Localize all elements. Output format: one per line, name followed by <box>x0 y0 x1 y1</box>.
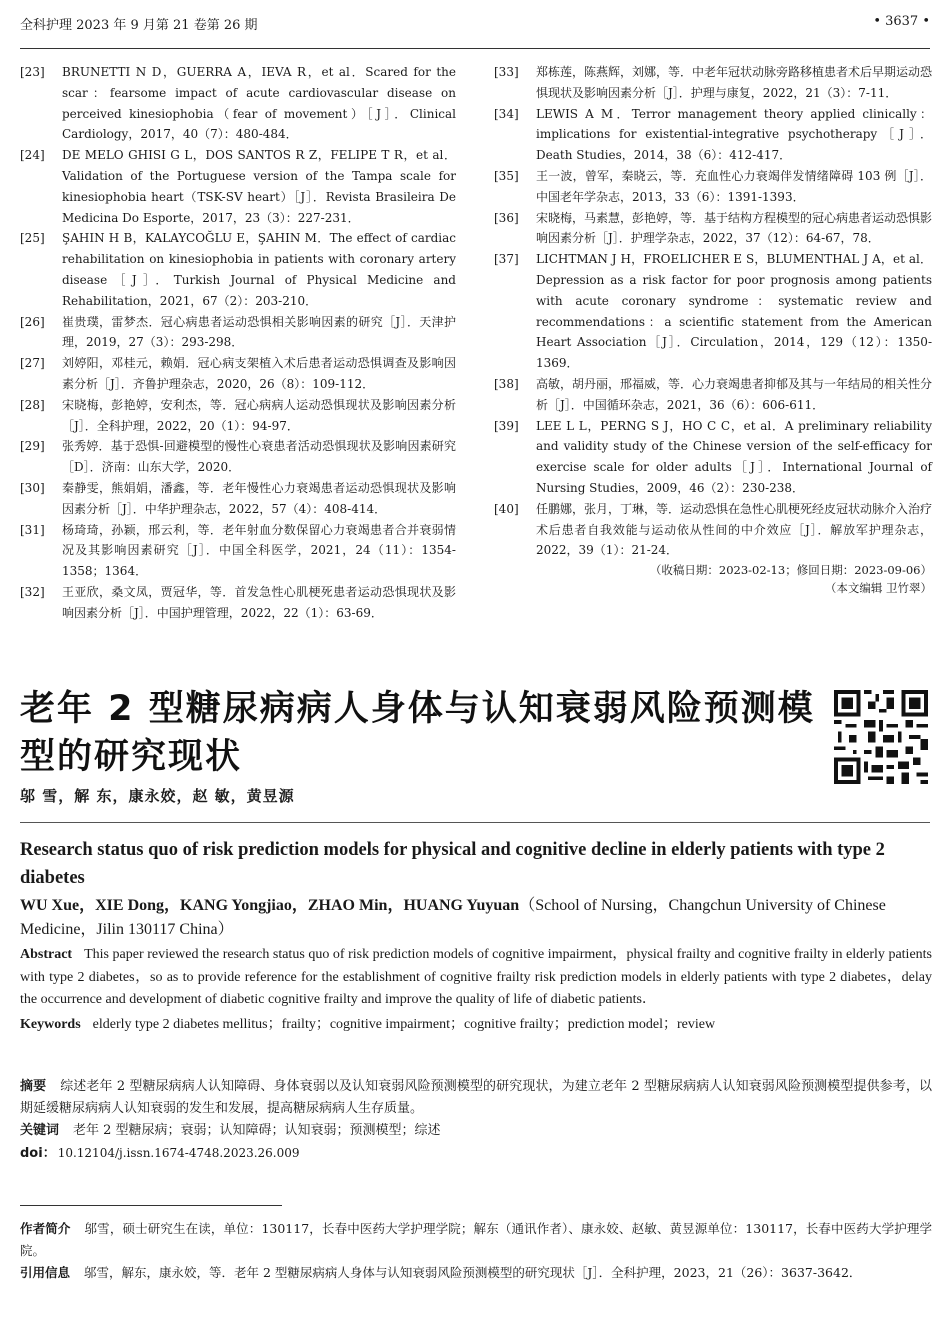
reference-item: [26] 崔贵璞，雷梦杰．冠心病患者运动恐惧相关影响因素的研究［J］．天津护理，2019，27（3）：293-298． <box>20 314 456 350</box>
citation-text: 邬雪，解东，康永姣，等．老年 2 型糖尿病病人身体与认知衰弱风险预测模型的研究现状［J］．全科护理，2023，21（26）：3637-3642． <box>84 1265 862 1280</box>
qr-code-icon <box>834 690 928 784</box>
footnotes <box>20 1218 932 1284</box>
reference-item: [32] 王亚欣，桑文凤，贾冠华，等．首发急性心肌梗死患者运动恐惧现状及影响因素分析［J］．中国护理管理，2022，22（1）：63-69． <box>20 584 456 620</box>
references-right-column <box>494 62 932 597</box>
reference-item: [23] BRUNETTI N D，GUERRA A，IEVA R，et al．Scared for the scar：fearsome impact of acute cardiovascular disease on perceived kinesiophobia（fear of movement）［J］．Clinical Cardiology，2017，40（7）：480-484． <box>20 65 456 142</box>
reference-item: [24] DE MELO GHISI G L，DOS SANTOS R Z，FELIPE T R，et al．Validation of the Portuguese version of the Tampa scale for kinesiophobia heart（TSK-SV heart）［J］．Revista Brasileira De Medicina Do Esporte，2017，23（3）：227-231． <box>20 148 456 225</box>
reference-item: [38] 高敏，胡丹丽，邢福威，等．心力衰竭患者抑郁及其与一年结局的相关性分析［J］．中国循环杂志，2021，36（6）：606-611． <box>494 376 933 412</box>
editor-note: （本文编辑 卫竹翠） <box>824 581 932 596</box>
cn-keywords-label: 关键词 <box>20 1123 60 1138</box>
english-authors-line <box>20 894 932 942</box>
cn-abstract-text: 综述老年 2 型糖尿病病人认知障碍、身体衰弱以及认知衰弱风险预测模型的研究现状，为建立老年 2 型糖尿病病人认知衰弱风险预测模型提供参考，以期延缓糖尿病病人认知衰弱的发生和发展，提高糖尿病病人生存质量。 <box>20 1079 932 1116</box>
section-rule <box>20 822 930 823</box>
references-left-column <box>20 62 456 624</box>
cn-abstract-label: 摘要 <box>20 1079 47 1094</box>
reference-item: [33] 郑栋莲，陈燕辉，刘娜，等．中老年冠状动脉旁路移植患者术后早期运动恐惧现状及影响因素分析［J］．护理与康复，2022，21（3）：7-11． <box>494 65 933 100</box>
reference-item: [37] LICHTMAN J H，FROELICHER E S，BLUMENTHAL J A，et al．Depression as a risk factor for poor prognosis among patients with acute coronary syndrome：systematic review and recommendations：a scientific statement from the American Heart Association［J］．Circulation，2014，129（12）：1350-1369． <box>494 252 932 371</box>
reference-item: [25] ŞAHIN H B，KALAYCOĞLU E，ŞAHIN M．The effect of cardiac rehabilitation on kinesiophobia in patients with coronary artery disease［J］．Turkish Journal of Physical Medicine and Rehabilitation，2021，67（2）：203-210． <box>20 231 456 308</box>
reference-item: [36] 宋晓梅，马素慧，彭艳婷，等．基于结构方程模型的冠心病患者运动恐惧影响因素分析［J］．护理学杂志，2022，37（12）：64-67，78． <box>494 210 933 246</box>
reference-item: [28] 宋晓梅，彭艳婷，安利杰，等．冠心病病人运动恐惧现状及影响因素分析［J］．全科护理，2022，20（1）：94-97． <box>20 397 456 433</box>
reference-item: [29] 张秀婷．基于恐惧-回避模型的慢性心衰患者活动恐惧现状及影响因素研究［D］．济南：山东大学，2020． <box>20 439 456 475</box>
doi-line <box>20 1142 932 1165</box>
author-info <box>20 1218 932 1262</box>
english-abstract-block <box>20 836 932 1036</box>
header-rule <box>20 48 930 49</box>
page-number: • 3637 • <box>873 14 930 29</box>
reference-item: [30] 秦静雯，熊娟娟，潘鑫，等．老年慢性心力衰竭患者运动恐惧现状及影响因素分析［J］．中华护理杂志，2022，57（4）：408-414． <box>20 480 456 516</box>
keywords-label: Keywords <box>20 1016 81 1032</box>
reference-item: [40] 任鹏娜，张月，丁琳，等．运动恐惧在急性心肌梗死经皮冠状动脉介入治疗术后患者自我效能与运动依从性间的中介效应［J］．解放军护理杂志，2022，39（1）：21-24． <box>494 501 933 558</box>
author-info-text: 邬雪，硕士研究生在读，单位：130117，长春中医药大学护理学院；解东（通讯作者）、康永姣、赵敏、黄昱源单位：130117，长春中医药大学护理学院。 <box>20 1221 932 1258</box>
reference-item: [39] LEE L L，PERNG S J，HO C C，et al．A preliminary reliability and validity study of the Chinese version of the self-efficacy for exercise scale for older adults［J］．International Journal of Nursing Studies，2009，46（2）：230-238． <box>494 418 932 495</box>
citation-label: 引用信息 <box>20 1265 71 1280</box>
author-info-label: 作者简介 <box>20 1221 71 1236</box>
received-date: （收稿日期：2023-02-13；修回日期：2023-09-06） <box>649 563 932 578</box>
running-header <box>20 14 930 36</box>
english-keywords <box>20 1014 932 1036</box>
reference-item: [34] LEWIS A M．Terror management theory applied clinically：implications for existential-integrative psychotherapy［J］．Death Studies，2014，38（6）：412-417． <box>494 106 932 163</box>
article-title-block <box>20 685 820 806</box>
english-title: Research status quo of risk prediction models for physical and cognitive decline in elderly patients with type 2 diabetes <box>20 840 885 888</box>
chinese-abstract <box>20 1076 932 1120</box>
reference-item: [27] 刘婷阳，邓桂元，赖娟．冠心病支架植入术后患者运动恐惧调查及影响因素分析［J］．齐鲁护理杂志，2020，26（8）：109-112． <box>20 356 456 391</box>
english-abstract <box>20 944 932 1012</box>
reference-item: [35] 王一波，曾军，秦晓云，等．充血性心力衰竭伴发情绪障碍 103 例［J］．中国老年学杂志，2013，33（6）：1391-1393． <box>494 168 932 204</box>
footnote-rule <box>20 1205 282 1206</box>
reference-item: [31] 杨琦琦，孙颖，邢云利，等．老年射血分数保留心力衰竭患者合并衰弱情况及其影响因素研究［J］．中国全科医学，2021，24（11）：1354-1358；1364． <box>20 522 456 579</box>
keywords-text: elderly type 2 diabetes mellitus；frailty；cognitive impairment；cognitive frailty；prediction model；review <box>92 1016 716 1032</box>
cn-keywords-text: 老年 2 型糖尿病；衰弱；认知障碍；认知衰弱；预测模型；综述 <box>73 1123 441 1138</box>
abstract-label: Abstract <box>20 947 73 962</box>
chinese-keywords <box>20 1120 932 1142</box>
article-title: 老年 2 型糖尿病病人身体与认知衰弱风险预测模型的研究现状 <box>20 689 815 777</box>
citation-info <box>20 1262 932 1284</box>
chinese-abstract-block <box>20 1076 932 1165</box>
doi-label: doi： <box>20 1146 56 1161</box>
doi-value[interactable]: 10.12104/j.issn.1674-4748.2023.26.009 <box>57 1146 300 1160</box>
journal-issue: 全科护理 2023 年 9 月第 21 卷第 26 期 <box>20 18 258 33</box>
article-authors: 邬 雪，解 东，康永姣，赵 敏，黄昱源 <box>20 787 295 805</box>
english-affiliation: （School of Nursing，Changchun University of Chinese Medicine，Jilin 130117 China） <box>20 897 886 938</box>
english-authors: WU Xue，XIE Dong，KANG Yongjiao，ZHAO Min，HUANG Yuyuan <box>20 897 520 914</box>
abstract-text: This paper reviewed the research status quo of risk prediction models of cognitive impairment，physical frailty and cognitive frailty in elderly patients with type 2 diabetes，so as to provide reference for the establishment of cognitive frailty risk prediction models in elderly patients with type 2 diabetes，delay the occurrence and development of diabetic cognitive frailty and improve the quality of life of diabetic patients． <box>20 947 932 1007</box>
